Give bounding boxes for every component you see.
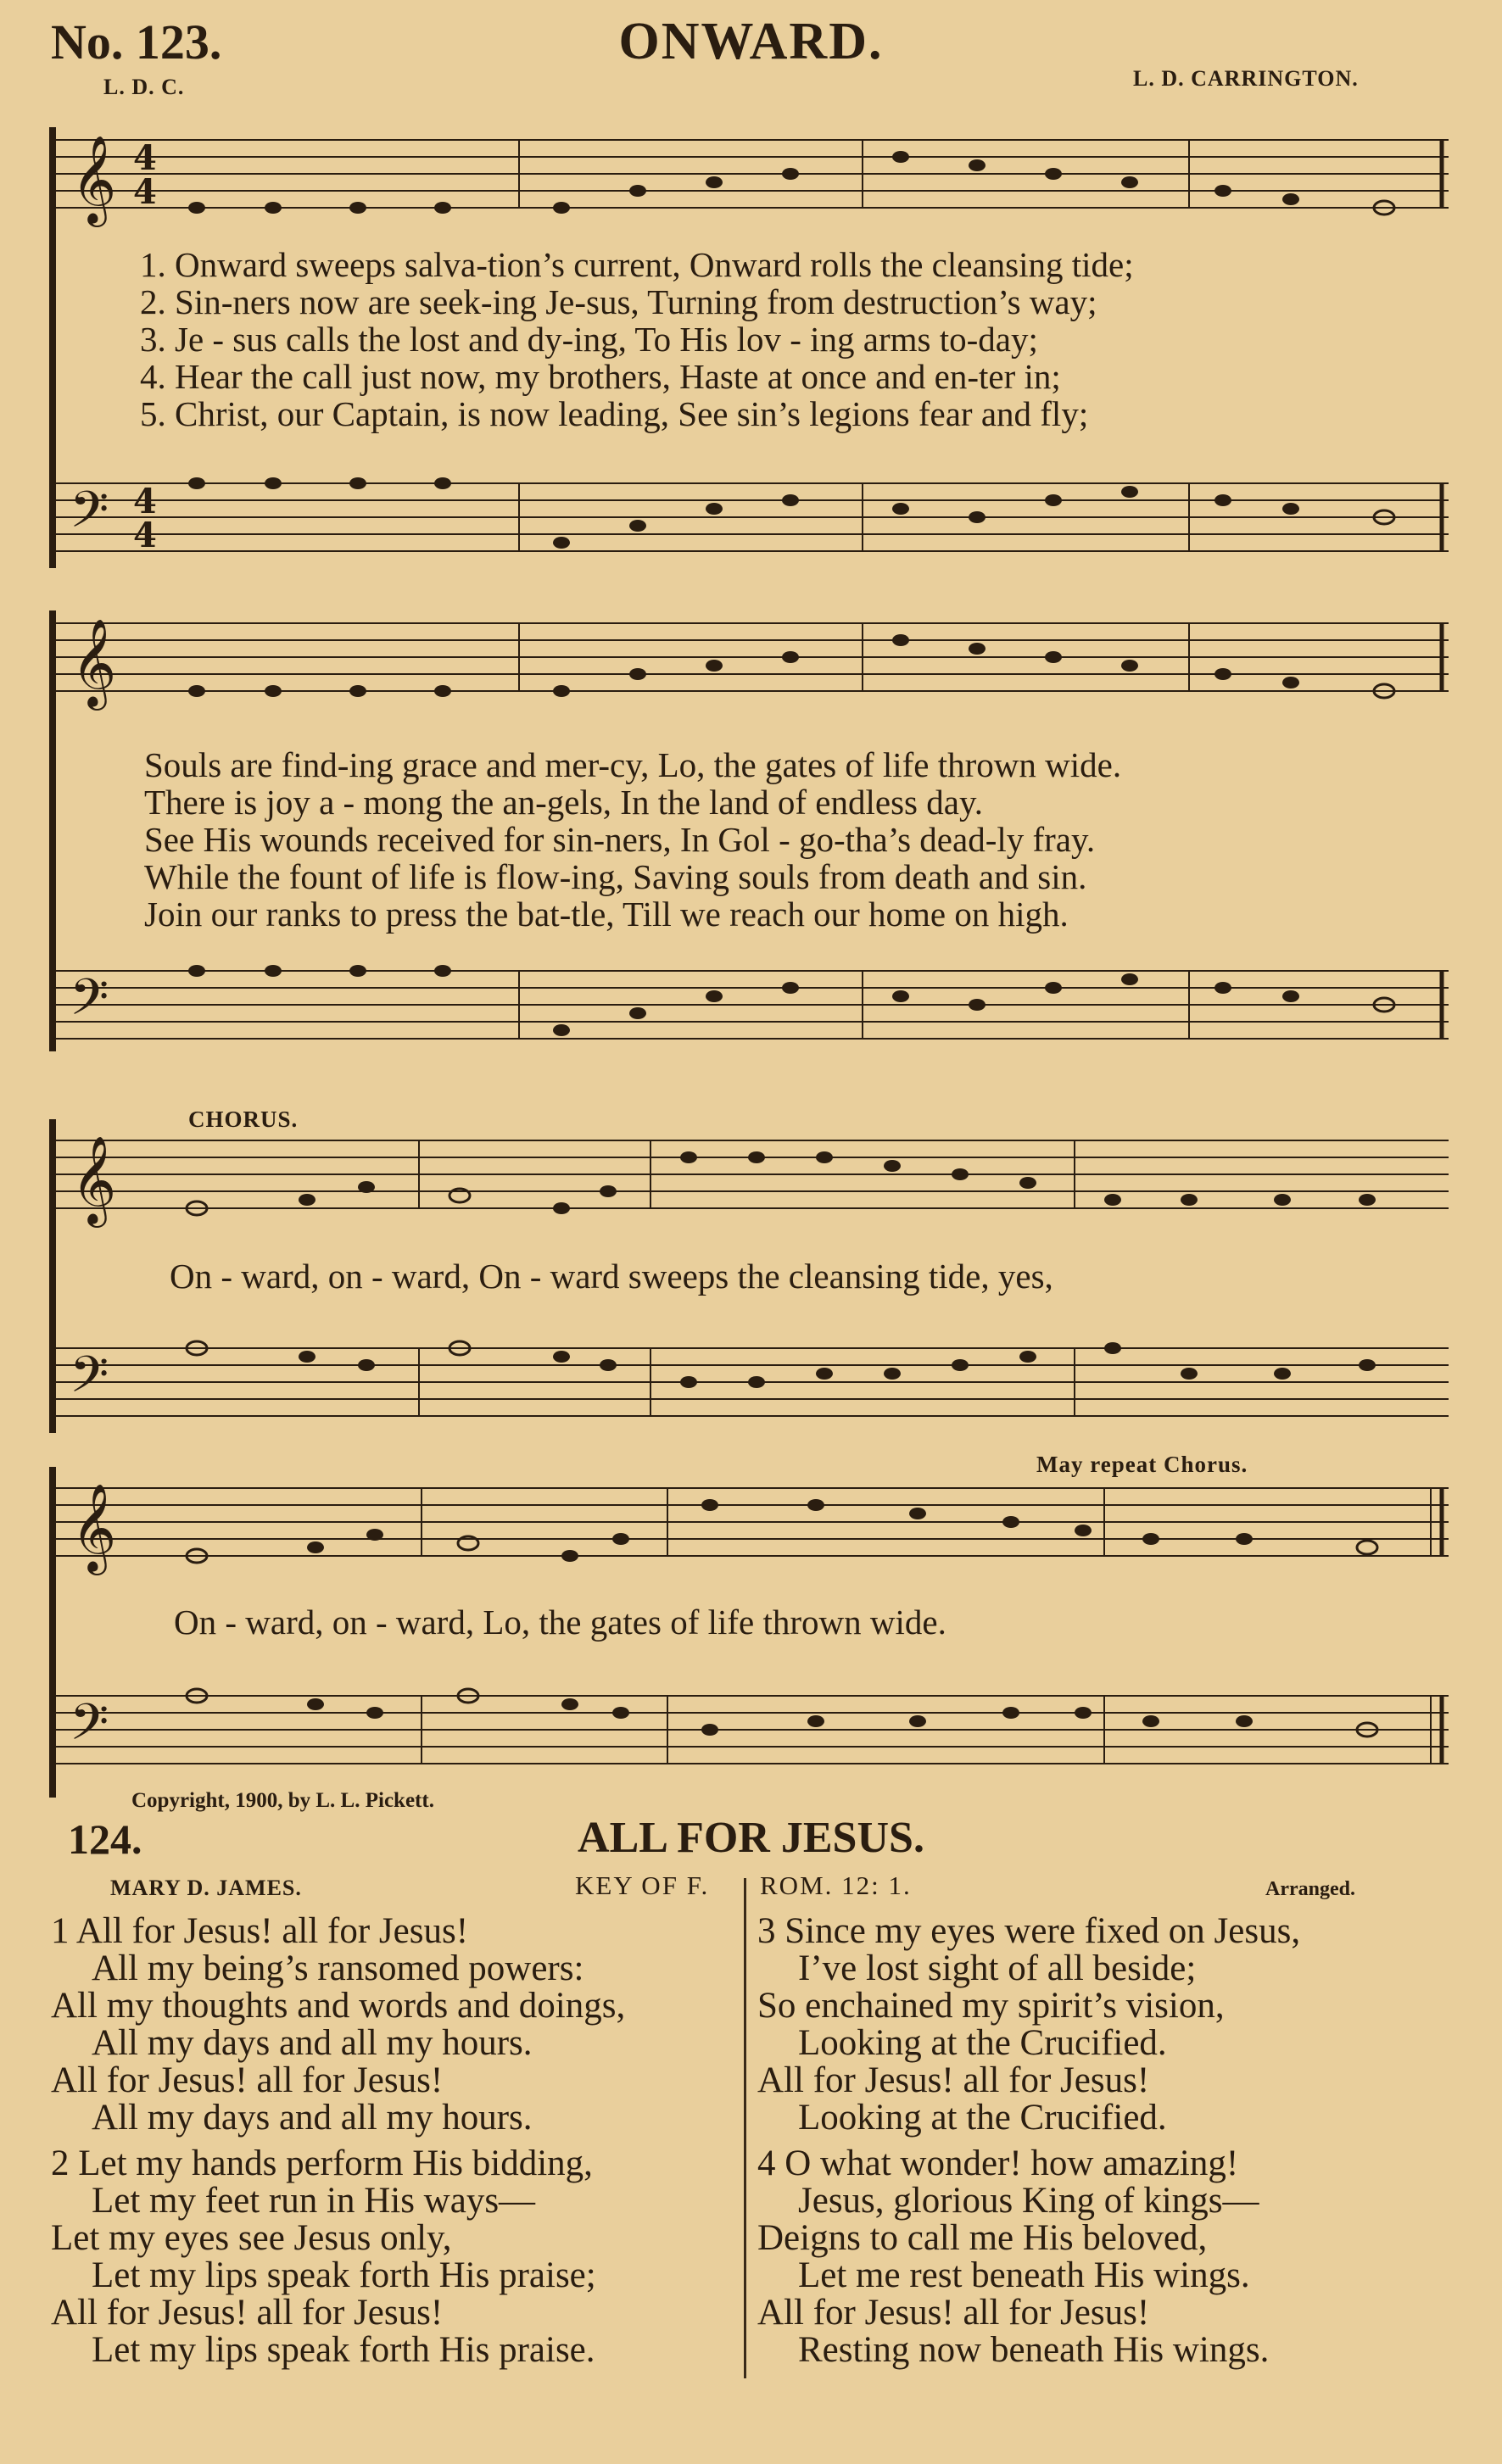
author: MARY D. JAMES.	[110, 1876, 302, 1900]
verse-line: There is joy a - mong the an-gels, In the land of endless day.	[144, 783, 984, 822]
verse-line: All for Jesus! all for Jesus!	[757, 2293, 1150, 2333]
bass-staff	[53, 1683, 1449, 1776]
verse-line: I’ve lost sight of all beside;	[798, 1948, 1197, 1988]
verse-line: All my being’s ransomed powers:	[92, 1948, 584, 1988]
chorus-line: On - ward, on - ward, Lo, the gates of life thrown wide.	[174, 1603, 946, 1642]
hymn-text-left	[51, 1913, 625, 2369]
svg-text:𝄢: 𝄢	[70, 1345, 109, 1416]
verse-line: Looking at the Crucified.	[798, 2023, 1167, 2063]
hymn-title: ONWARD.	[618, 13, 884, 70]
verse-line: Let me rest beneath His wings.	[798, 2255, 1250, 2295]
svg-text:4: 4	[133, 138, 157, 178]
verse-line: All for Jesus! all for Jesus!	[51, 2060, 444, 2100]
hymn-title: ALL FOR JESUS.	[578, 1814, 924, 1862]
hymn-text-right	[757, 1913, 1300, 2369]
words-by: L. D. C.	[103, 75, 185, 99]
bass-staff	[53, 1335, 1449, 1429]
treble-staff	[53, 1128, 1449, 1224]
verse-line: 3 Since my eyes were fixed on Jesus,	[757, 1911, 1301, 1951]
verse-line: All for Jesus! all for Jesus!	[51, 2293, 444, 2333]
verse-line: All my days and all my hours.	[92, 2098, 533, 2138]
verse-line: 2. Sin-ners now are seek-ing Je-sus, Turning from destruction’s way;	[140, 282, 1097, 321]
svg-text:4: 4	[133, 482, 157, 521]
verse-line: 2 Let my hands perform His bidding,	[51, 2143, 593, 2183]
verse-line: 4 O what wonder! how amazing!	[757, 2143, 1239, 2183]
hymn-number: No. 123.	[51, 14, 222, 70]
hymn-number: 124.	[68, 1815, 142, 1863]
repeat-note: May repeat Chorus.	[1036, 1452, 1248, 1477]
column-divider	[744, 1878, 746, 2378]
verse-line: 4. Hear the call just now, my brothers, Haste at once and en-ter in;	[140, 357, 1061, 396]
svg-text:𝄞: 𝄞	[71, 618, 117, 707]
svg-text:𝄢: 𝄢	[70, 1692, 109, 1764]
key: KEY OF F.	[575, 1870, 710, 1900]
composer: L. D. CARRINGTON.	[1133, 66, 1359, 91]
verse-line: 5. Christ, our Captain, is now leading, See sin’s legions fear and fly;	[140, 394, 1089, 433]
verse-line: Let my feet run in His ways—	[92, 2181, 536, 2221]
bass-staff	[53, 958, 1449, 1051]
verse-line: All my thoughts and words and doings,	[51, 1986, 626, 2026]
treble-staff	[53, 610, 1449, 707]
verse-line: Let my lips speak forth His praise;	[92, 2255, 596, 2295]
chorus-label: CHORUS.	[188, 1107, 299, 1132]
verse-line: Looking at the Crucified.	[798, 2098, 1167, 2138]
svg-text:4: 4	[133, 172, 157, 212]
arranged: Arranged.	[1265, 1878, 1355, 1900]
treble-staff	[53, 1475, 1449, 1572]
verse-line: All for Jesus! all for Jesus!	[757, 2060, 1150, 2100]
verse-line: Let my eyes see Jesus only,	[51, 2218, 452, 2258]
svg-text:𝄢: 𝄢	[70, 480, 109, 551]
verse-line: So enchained my spirit’s vision,	[757, 1986, 1225, 2026]
svg-text:4: 4	[133, 516, 157, 555]
scripture: ROM. 12: 1.	[760, 1870, 912, 1900]
verse-line: Resting now beneath His wings.	[798, 2330, 1270, 2370]
verse-line: Join our ranks to press the bat-tle, Till we reach our home on high.	[144, 895, 1069, 934]
svg-text:𝄞: 𝄞	[71, 1483, 117, 1572]
copyright: Copyright, 1900, by L. L. Pickett.	[131, 1789, 434, 1812]
chorus-line: On - ward, on - ward, On - ward sweeps the cleansing tide, yes,	[170, 1257, 1053, 1296]
verse-line: Let my lips speak forth His praise.	[92, 2330, 595, 2370]
svg-text:𝄞: 𝄞	[71, 1135, 117, 1224]
verse-line: 1. Onward sweeps salva-tion’s current, Onward rolls the cleansing tide;	[140, 245, 1134, 284]
verse-line: Deigns to call me His beloved,	[757, 2218, 1208, 2258]
treble-staff	[53, 127, 1449, 224]
verse-line: While the fount of life is flow-ing, Saving souls from death and sin.	[144, 857, 1087, 896]
verse-line: 1 All for Jesus! all for Jesus!	[51, 1911, 469, 1951]
verse-line: All my days and all my hours.	[92, 2023, 533, 2063]
bass-staff	[53, 471, 1449, 564]
svg-text:𝄞: 𝄞	[71, 135, 117, 224]
svg-text:𝄢: 𝄢	[70, 967, 109, 1039]
verse-line: See His wounds received for sin-ners, In Gol - go-tha’s dead-ly fray.	[144, 820, 1096, 859]
verse-line: Souls are find-ing grace and mer-cy, Lo, the gates of life thrown wide.	[144, 745, 1122, 784]
verse-line: Jesus, glorious King of kings—	[798, 2181, 1259, 2221]
verse-line: 3. Je - sus calls the lost and dy-ing, To His lov - ing arms to-day;	[140, 320, 1038, 359]
